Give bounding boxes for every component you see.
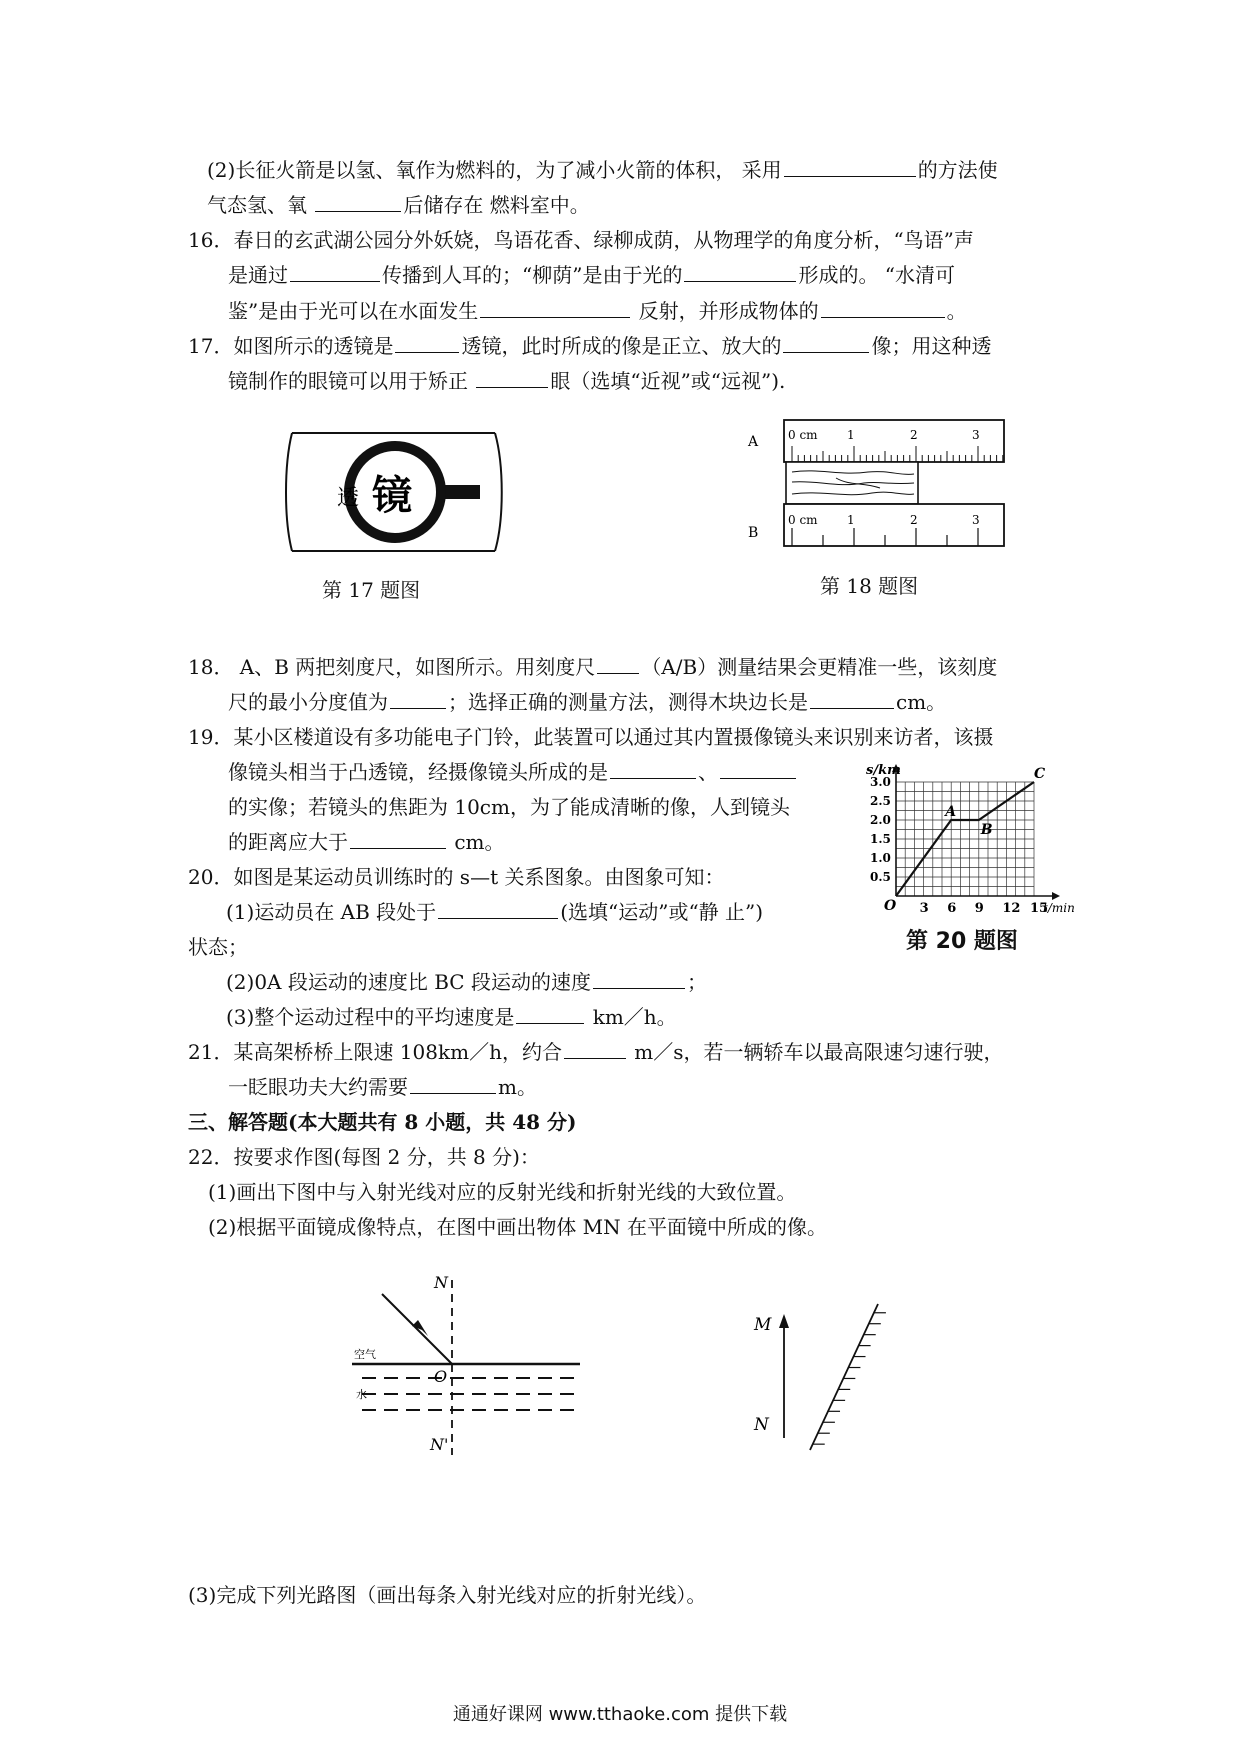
point-label: B [980,822,993,838]
ruler-a-tick-label: 1 [847,428,855,442]
air-label: 空气 [354,1348,376,1361]
q17-line-2 [228,366,785,396]
x-tick-label: 9 [974,901,984,916]
label-n: N [754,1415,769,1435]
chart-series [896,766,1045,896]
chart-axes [892,764,1060,900]
answer-blank[interactable] [720,758,796,779]
q22-line-2: (1)画出下图中与入射光线对应的反射光线和折射光线的大致位置。 [208,1180,797,1204]
answer-blank[interactable] [315,191,401,212]
fig18-caption: 第 18 题图 [820,574,919,598]
answer-blank[interactable] [438,898,558,919]
fig22-refraction-diagram [350,1270,590,1460]
mirror-hatch [813,1313,886,1444]
q20-line-5 [226,1002,677,1032]
y-tick-label: 1.5 [870,832,891,846]
answer-blank[interactable] [390,688,446,709]
answer-blank[interactable] [783,332,869,353]
q18-line-1 [188,652,997,682]
fig18-rulers [740,410,1015,560]
q16-text: 是通过 [228,263,288,287]
y-tick-label: 2.5 [870,794,891,808]
answer-blank[interactable] [597,653,639,674]
q16-text: 鉴”是由于光可以在水面发生 [228,299,479,323]
q21-line-1 [188,1037,1004,1067]
label-m: M [754,1315,772,1335]
answer-blank[interactable] [395,332,459,353]
ruler-b-tick-label: 2 [910,513,918,527]
point-o-label: O [434,1367,448,1386]
q15-text: 后储存在 燃料室中。 [403,193,590,217]
q15-line-2 [207,190,590,220]
q19-text: 、 [698,760,718,784]
answer-blank[interactable] [810,688,894,709]
footer-source: 通通好课网 www.tthaoke.com 提供下载 [452,1704,788,1725]
ruler-b-tick-label: 0 cm [788,513,818,527]
q20-text: ； [686,970,707,994]
q21-line-2 [228,1072,537,1102]
q20-text: (选填“运动”或“静 止”) [560,900,764,924]
q15-text: (2)长征火箭是以氢、氧作为燃料的，为了减小火箭的体积， 采用 [207,158,782,182]
q19-line-1: 19．某小区楼道设有多功能电子门铃，此装置可以通过其内置摄像镜头来识别来访者，该摄 [188,725,994,749]
ruler-a-tick-label: 2 [910,428,918,442]
q16-text: 反射，并形成物体的 [632,299,819,323]
q16-text: 。 [946,299,967,323]
q15-line-1 [207,155,998,185]
q20-line-1: 20．如图是某运动员训练时的 s—t 关系图象。由图象可知： [188,865,725,889]
incident-ray [382,1294,452,1364]
fig17-char-small: 透 [337,486,360,511]
q19-text: 像镜头相当于凸透镜，经摄像镜头所成的是 [228,760,608,784]
answer-blank[interactable] [784,156,916,177]
chart-grid [896,782,1034,896]
fig17-char-big: 镜 [372,472,412,519]
q17-text: 像；用这种透 [871,334,992,358]
answer-blank[interactable] [350,828,446,849]
q19-text: 的距离应大于 [228,830,348,854]
fig18-label-b: B [748,525,759,541]
plane-mirror [810,1304,878,1450]
q16-text: 形成的。 “水清可 [798,263,956,287]
normal-label-top: N [434,1273,448,1292]
y-tick-label: 3.0 [870,775,891,789]
q22-line-1: 22．按要求作图(每图 2 分，共 8 分)： [188,1145,540,1169]
q15-text: 气态氢、氧 [207,193,314,217]
section-3-heading: 三、解答题(本大题共有 8 小题，共 48 分) [188,1110,577,1134]
q17-text: 透镜，此时所成的像是正立、放大的 [461,334,782,358]
answer-blank[interactable] [290,261,380,282]
q16-line-2 [228,260,955,290]
q18-text: （A/B）测量结果会更精准一些，该刻度 [641,655,998,679]
q16-line-1: 16．春日的玄武湖公园分外妖娆，鸟语花香、绿柳成荫，从物理学的角度分析，“鸟语”声 [188,228,974,252]
q22-line-4: (3)完成下列光路图（画出每条入射光线对应的折射光线）。 [188,1583,707,1607]
answer-blank[interactable] [480,297,630,318]
fig20-st-chart [840,760,1080,920]
incident-ray-arrow [412,1320,428,1336]
q20-text: (3)整个运动过程中的平均速度是 [226,1005,515,1029]
ruler-a-tick-label: 0 cm [788,428,818,442]
q17-text: 17．如图所示的透镜是 [188,334,394,358]
q22-line-3: (2)根据平面镜成像特点，在图中画出物体 MN 在平面镜中所成的像。 [208,1215,828,1239]
ruler-a-tick-label: 3 [972,428,980,442]
q19-line-4 [228,827,505,857]
x-tick-label: 3 [919,901,929,916]
q21-text: 一眨眼功夫大约需要 [228,1075,408,1099]
q20-line-3: 状态； [188,935,248,959]
q16-line-3 [228,296,967,326]
chart-ylabel: s/km [866,763,901,778]
q17-line-1 [188,331,991,361]
object-arrow [779,1314,789,1328]
answer-blank[interactable] [516,1003,584,1024]
q20-line-2 [226,897,763,927]
fig17-caption: 第 17 题图 [322,578,421,602]
answer-blank[interactable] [593,968,685,989]
x-axis-arrow [1052,892,1060,900]
q20-text: (2)0A 段运动的速度比 BC 段运动的速度 [226,970,591,994]
q18-text: cm。 [896,690,947,714]
q19-text: cm。 [448,830,505,854]
q20-text: (1)运动员在 AB 段处于 [226,900,437,924]
answer-blank[interactable] [610,758,696,779]
fig17-magnifier [280,425,510,560]
answer-blank[interactable] [684,261,796,282]
ruler-b-tick-label: 3 [972,513,980,527]
q19-line-3: 的实像；若镜头的焦距为 10cm，为了能成清晰的像，人到镜头 [228,795,790,819]
x-tick-label: 15 [1030,901,1049,916]
q17-text: 镜制作的眼镜可以用于矫正 [228,369,475,393]
q18-line-2 [228,687,946,717]
x-tick-label: 6 [947,901,957,916]
fig22-plane-mirror-diagram [740,1300,900,1460]
q21-text: m／s，若一辆轿车以最高限速匀速行驶， [627,1040,1004,1064]
y-tick-label: 0.5 [870,870,891,884]
q20-text: km／h。 [586,1005,677,1029]
q16-text: 传播到人耳的；“柳荫”是由于光的 [382,263,683,287]
y-tick-label: 1.0 [870,851,891,865]
answer-blank[interactable] [476,367,548,388]
water-label: 水 [356,1388,367,1401]
point-label: A [945,804,957,820]
answer-blank[interactable] [821,297,945,318]
q21-text: m。 [498,1075,537,1099]
point-label: C [1034,766,1046,782]
q17-text: 眼（选填“近视”或“远视”). [550,369,786,393]
chart-origin-label: O [884,898,897,914]
answer-blank[interactable] [410,1073,496,1094]
ruler-b-tick-label: 1 [847,513,855,527]
q19-line-2 [228,757,798,787]
q15-text: 的方法使 [917,158,998,182]
chart-xlabel: t/min [1043,901,1075,915]
q20-line-4 [226,967,707,997]
q18-text: 尺的最小分度值为 [228,690,388,714]
fig18-label-a: A [748,434,759,450]
q21-text: 21．某高架桥桥上限速 108km／h，约合 [188,1040,562,1064]
y-tick-label: 2.0 [870,813,891,827]
x-tick-label: 12 [1002,901,1021,916]
normal-label-bottom: N' [430,1435,449,1454]
q18-text: 18． A、B 两把刻度尺，如图所示。用刻度尺 [188,655,596,679]
q18-text: ；选择正确的测量方法，测得木块边长是 [448,690,808,714]
fig20-caption: 第 20 题图 [906,929,1018,954]
answer-blank[interactable] [564,1038,626,1059]
